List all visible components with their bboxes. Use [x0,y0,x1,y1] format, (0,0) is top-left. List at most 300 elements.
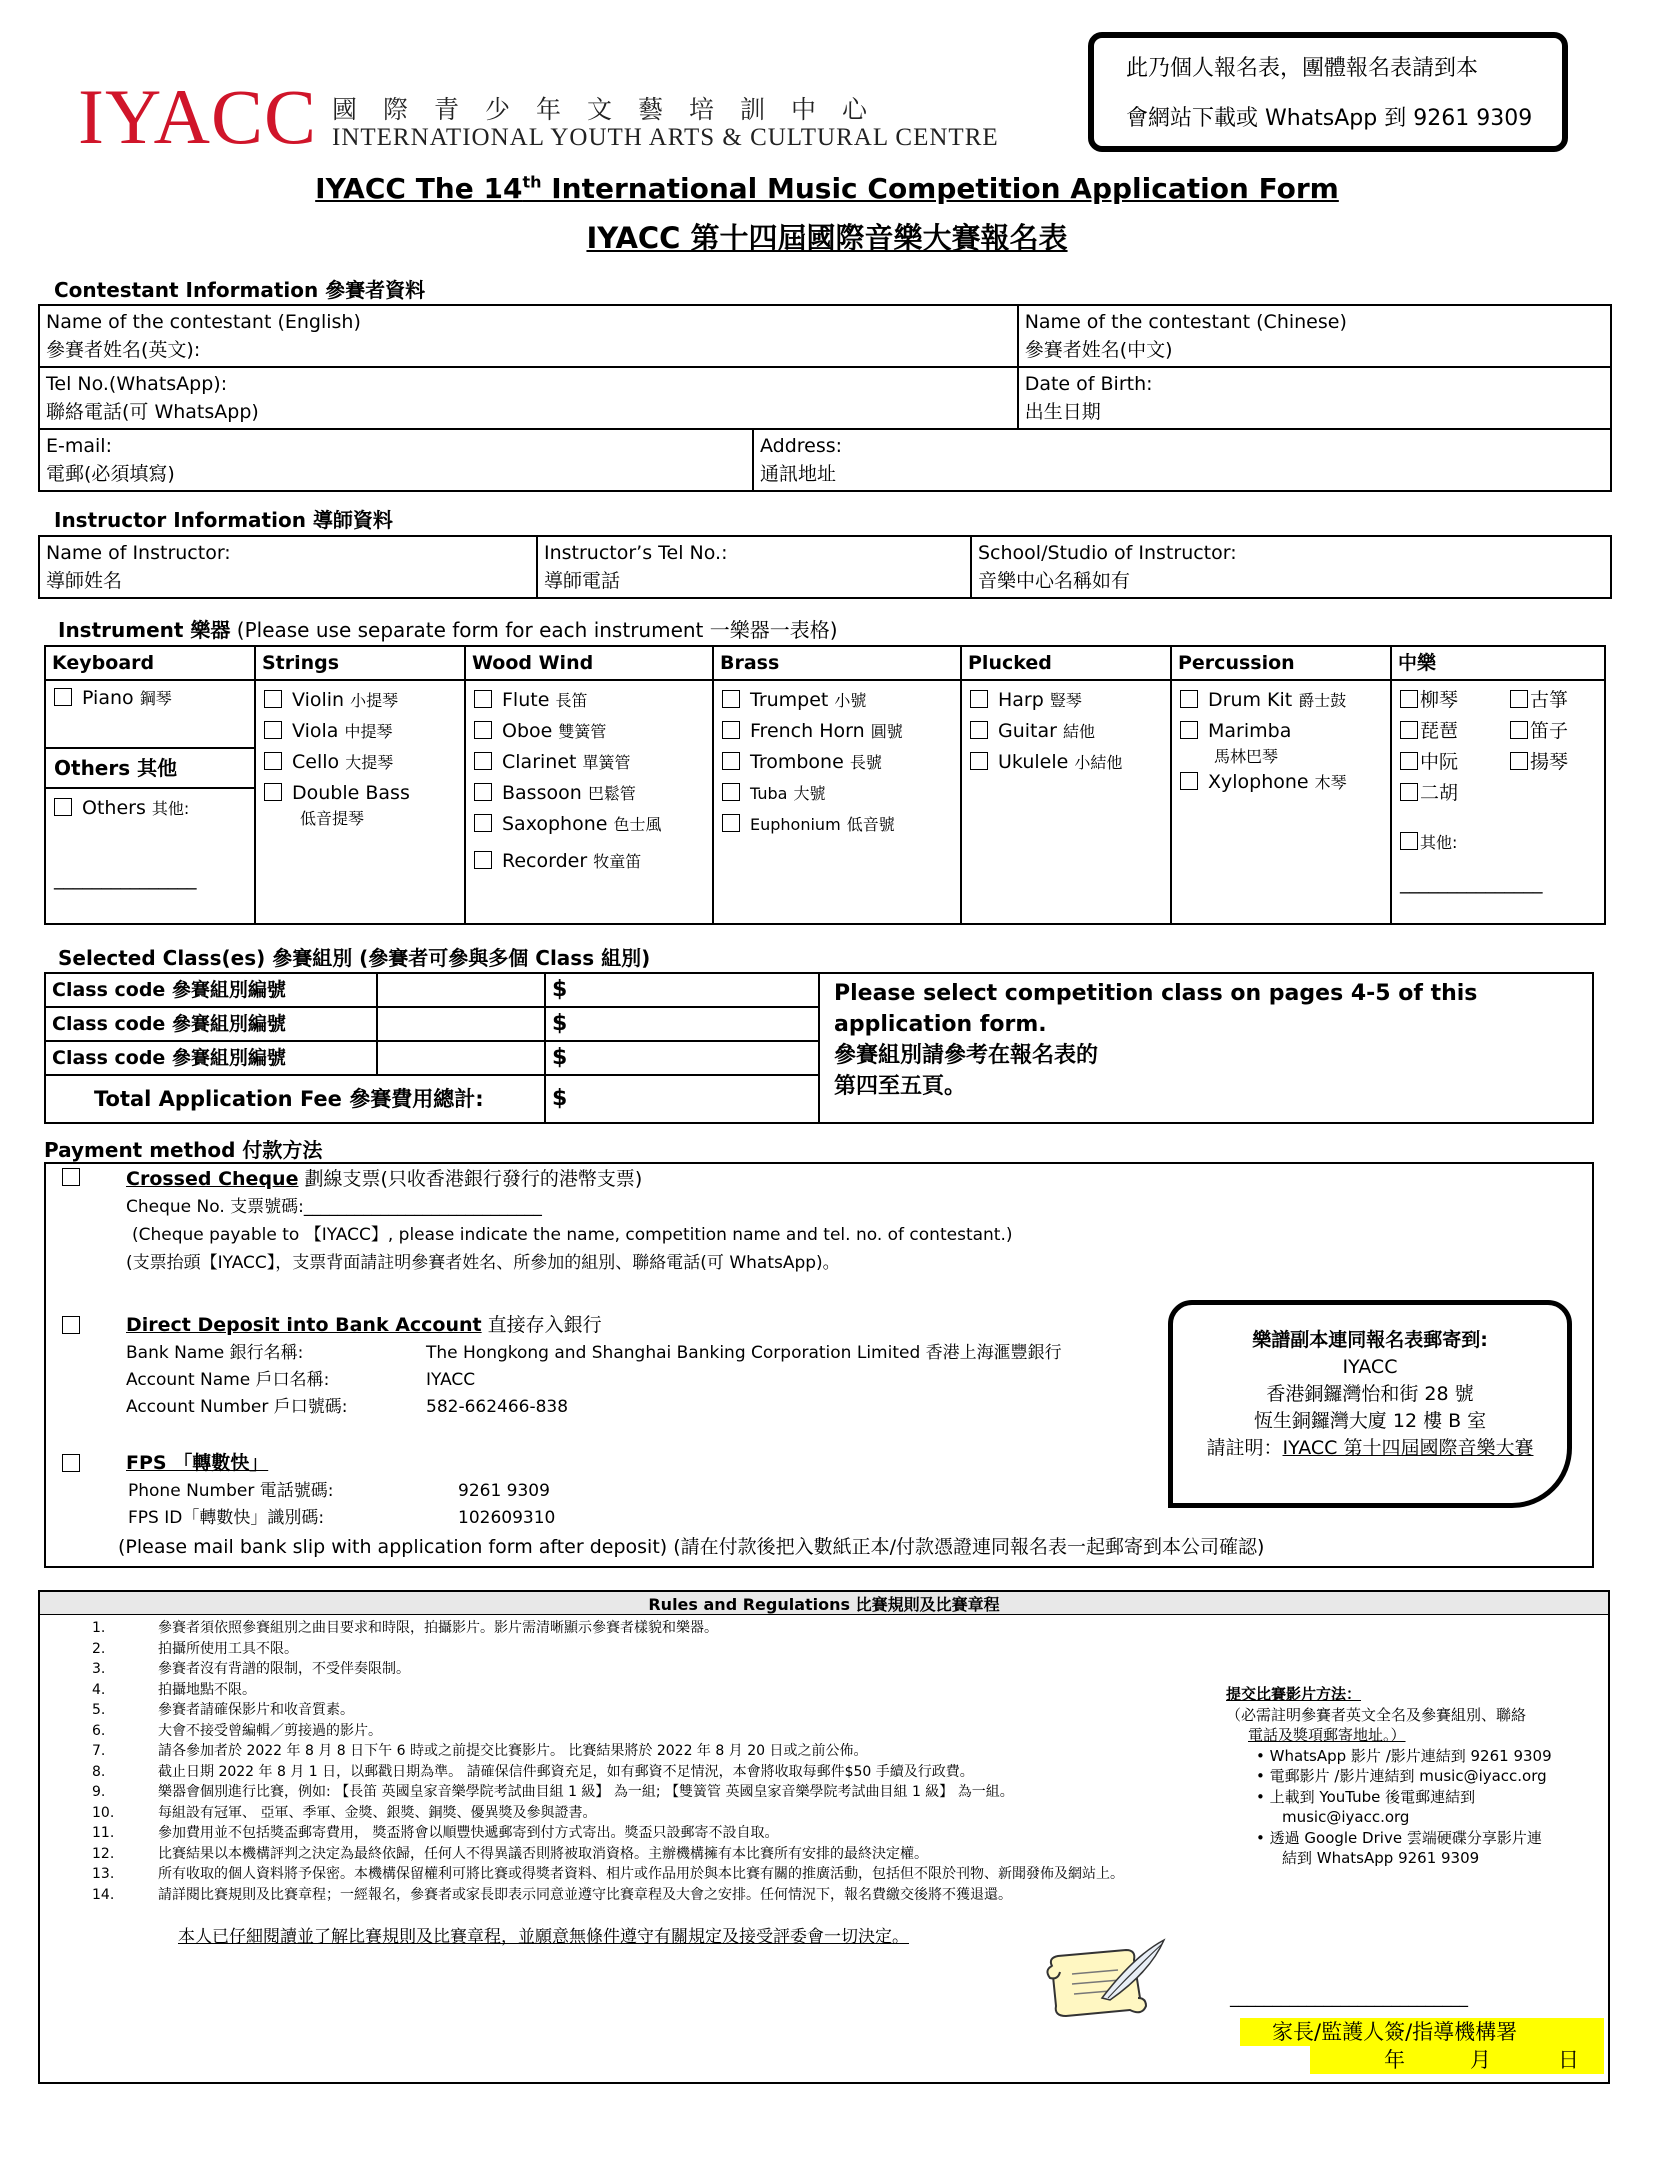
flute-label-cn: 長笛 [555,691,588,710]
date-day: 日 [1558,2048,1579,2072]
ukulele-label: Ukulele [998,751,1069,773]
chinese-row-3 [1400,747,1596,778]
cello-label-cn: 大提琴 [345,753,394,772]
xylophone-checkbox[interactable] [1180,772,1198,790]
saxophone-label-cn: 色士風 [613,815,662,834]
instrument-note: (Please use separate form for each instrument 一樂器一表格) [236,618,838,642]
guzheng-option[interactable] [1510,689,1568,711]
account-name-value: IYACC [426,1370,476,1390]
agreement-statement: 本人已仔細閱讀並了解比賽規則及比賽章程，並願意無條件遵守有關規定及接受評委會一切決定。 [178,1927,909,1947]
mailbox-line-4: 恆生銅鑼灣大廈 12 樓 B 室 [1253,1410,1487,1432]
rule-text: 截止日期 2022 年 8 月 1 日，以郵戳日期為準。 請確保信件郵資充足，如有郵資不足情況，本會將收取每郵件$50 手續及行政費。 [158,1763,974,1780]
oboe-label-cn: 雙簧管 [558,722,607,741]
instructor-name-label-cn: 導師姓名 [46,570,123,592]
brass-header: Brass [713,646,961,680]
account-no-label: Account Number 戶口號碼: [126,1397,348,1417]
tuba-label-cn: 大號 [793,784,826,803]
violin-option[interactable] [264,685,456,716]
contestant-email-field[interactable] [39,429,753,491]
piano-label: Piano [82,687,134,709]
contestant-heading: Contestant Information 參賽者資料 [54,278,426,302]
guitar-label: Guitar [998,720,1057,742]
yangqin-label: 揚琴 [1530,751,1569,773]
guzheng-label: 古箏 [1530,689,1569,711]
group-form-notice [1088,32,1568,152]
ukulele-label-cn: 小結他 [1074,753,1123,772]
oboe-option[interactable] [474,716,704,747]
class-fee-input-2[interactable] [545,1007,819,1041]
rule-text: 請各參加者於 2022 年 8 月 8 日下午 6 時或之前提交比賽影片。 比賽結果將於 2022 年 8 月 20 日或之前公佈。 [158,1743,868,1759]
rule-item [92,1618,1124,1639]
date-month: 月 [1470,2048,1491,2072]
liuqin-label: 柳琴 [1420,689,1459,711]
erhu-label: 二胡 [1420,782,1459,804]
trombone-checkbox[interactable] [722,752,740,770]
class-fee-input-3[interactable] [545,1041,819,1075]
dizi-checkbox[interactable] [1510,721,1528,739]
clarinet-checkbox[interactable] [474,752,492,770]
total-fee-label: Total Application Fee 參賽費用總計: [45,1075,545,1123]
violin-label-cn: 小提琴 [350,691,399,710]
logo-english-name: INTERNATIONAL YOUTH ARTS & CULTURAL CENTRE [332,124,999,151]
trumpet-option[interactable] [722,685,952,716]
account-name-label: Account Name 戶口名稱: [126,1370,330,1390]
form-title-en [0,172,1654,205]
cello-option[interactable] [264,747,456,778]
euphonium-label-cn: 低音號 [846,815,895,834]
strings-column [255,680,465,924]
submit-item-3: • 上載到 YouTube 後電郵連結到 [1256,1787,1476,1806]
classes-note [819,973,1593,1123]
logo-chinese-name: 國際青少年文藝培訓中心 [332,95,894,124]
deposit-title-row [126,1312,602,1338]
saxophone-label: Saxophone [502,813,608,835]
recorder-label: Recorder [502,850,588,872]
flute-option[interactable] [474,685,704,716]
form-title-cn: IYACC 第十四屆國際音樂大賽報名表 [586,221,1068,255]
rule-item [92,1823,1124,1844]
trombone-label-cn: 長號 [849,753,882,772]
name-en-label: Name of the contestant (English) [46,311,361,333]
contestant-dob-field[interactable] [1018,367,1611,429]
rule-item [92,1741,1124,1762]
rule-text: 拍攝所使用工具不限。 [158,1640,298,1657]
submit-item-3-text: 上載到 YouTube 後電郵連結到 [1269,1787,1476,1806]
violin-label: Violin [292,689,345,711]
contestant-name-cn-field[interactable] [1018,305,1611,367]
rules-list [92,1618,1124,1905]
bassoon-checkbox[interactable] [474,783,492,801]
mailbox-line-1: 樂譜副本連同報名表郵寄到: [1252,1329,1488,1351]
name-cn-label: Name of the contestant (Chinese) [1024,311,1347,333]
clarinet-label-cn: 單簧管 [582,753,631,772]
rule-number: 10. [92,1804,115,1821]
class-fee-input-1[interactable] [545,973,819,1007]
oboe-label: Oboe [502,720,553,742]
piano-option[interactable] [46,681,254,747]
rule-item [92,1762,1124,1783]
marimba-checkbox[interactable] [1180,721,1198,739]
rule-item [92,1803,1124,1824]
woodwind-header: Wood Wind [465,646,713,680]
instructor-school-field[interactable] [971,536,1611,598]
signature-line[interactable]: ____________________________ [1230,1988,1468,2008]
email-label-cn: 電郵(必須填寫) [46,463,175,485]
classes-note-en: Please select competition class on pages 4-5 of this application form. [834,981,1478,1037]
pipa-checkbox[interactable] [1400,721,1418,739]
cheque-no-label: Cheque No. 支票號碼: [126,1197,304,1217]
deposit-title: Direct Deposit into Bank Account [126,1314,482,1336]
submit-video-instructions [1226,1684,1552,1869]
keyboard-column [45,680,255,924]
contestant-table [38,304,1612,492]
mailbox-line-5-pre: 請註明： [1206,1437,1283,1459]
title-en-sup: th [522,172,542,192]
euphonium-checkbox[interactable] [722,814,740,832]
mailbox-line-3: 香港銅鑼灣怡和街 28 號 [1266,1383,1474,1405]
rules-header-bar [40,1592,1608,1615]
dob-label: Date of Birth: [1024,373,1153,395]
instructor-tel-field[interactable] [537,536,971,598]
title-en-pre: IYACC The 14 [315,172,523,205]
recorder-option[interactable] [474,846,704,877]
contestant-name-en-field[interactable] [39,305,1018,367]
class-code-label-2: Class code 參賽組別編號 [45,1007,377,1041]
plucked-header: Plucked [961,646,1171,680]
bassoon-option[interactable] [474,778,704,809]
xylophone-label: Xylophone [1208,771,1309,793]
class-fee-dollar-1: $ [552,977,568,1002]
submit-title: 提交比賽影片方法： [1226,1685,1362,1703]
piano-checkbox[interactable] [54,688,72,706]
euphonium-option[interactable] [722,809,952,840]
signature-date [1310,2046,1604,2074]
payment-heading: Payment method 付款方法 [44,1138,323,1162]
keyboard-others-header: Others 其他 [46,747,254,789]
submit-item-2-text: 電郵影片 /影片連結到 music@iyacc.org [1269,1767,1547,1785]
viola-option[interactable] [264,716,456,747]
marimba-label: Marimba [1208,720,1292,742]
class-fee-dollar-2: $ [552,1011,568,1036]
rule-number: 9. [92,1784,106,1800]
rule-item [92,1680,1124,1701]
deposit-title-cn: 直接存入銀行 [487,1314,602,1336]
guzheng-checkbox[interactable] [1510,690,1528,708]
rule-item [92,1844,1124,1865]
bassoon-label-cn: 巴鬆管 [587,784,636,803]
submit-item-4-text: 透過 Google Drive 雲端硬碟分享影片連 [1269,1828,1542,1847]
zhongruan-option[interactable] [1400,747,1510,778]
submit-item-4: • 透過 Google Drive 雲端硬碟分享影片連 [1256,1828,1542,1847]
double-bass-label: Double Bass [292,782,410,804]
tuba-checkbox[interactable] [722,783,740,801]
flute-checkbox[interactable] [474,690,492,708]
liuqin-option[interactable] [1400,685,1510,716]
clarinet-label: Clarinet [502,751,577,773]
rule-text: 請詳閱比賽規則及比賽章程；一經報名，參賽者或家長即表示同意並遵守比賽章程及大會之安排。任何情況下，報名費繳交後將不獲退還。 [158,1886,1012,1903]
viola-label: Viola [292,720,339,742]
date-year: 年 [1384,2048,1405,2072]
plucked-column [961,680,1171,924]
title-en-post: International Music Competition Application Form [541,172,1339,205]
tuba-option[interactable] [722,778,952,809]
french-horn-option[interactable] [722,716,952,747]
submit-item-1-text: WhatsApp 影片 /影片連結到 9261 9309 [1269,1746,1552,1765]
rule-number: 7. [92,1743,106,1759]
chinese-column [1391,680,1605,924]
french-horn-checkbox[interactable] [722,721,740,739]
classes-table [44,972,1594,1124]
mailbox-line-5 [1173,1435,1567,1462]
scroll-quill-icon [1038,1936,1170,2022]
piano-label-cn: 鋼琴 [139,689,172,708]
fps-phone-label: Phone Number 電話號碼: [128,1481,334,1501]
rule-text: 大會不接受曾編輯／剪接過的影片。 [158,1722,382,1739]
cello-checkbox[interactable] [264,752,282,770]
rule-text: 所有收取的個人資料將予保密。本機構保留權利可將比賽或得獎者資料、相片或作品用於與本比賽有關的推廣活動，包括但不限於刊物、新聞發佈及網站上。 [158,1866,1124,1882]
bank-name-label: Bank Name 銀行名稱: [126,1343,304,1363]
fps-phone-value: 9261 9309 [458,1481,550,1501]
rule-number: 6. [92,1722,106,1739]
rule-number: 1. [92,1620,106,1636]
submit-item-1: • WhatsApp 影片 /影片連結到 9261 9309 [1256,1746,1552,1765]
deposit-checkbox[interactable] [62,1316,90,1336]
chinese-others-label: 其他: [1420,833,1458,852]
pipa-option[interactable] [1400,716,1510,747]
rule-number: 3. [92,1661,106,1677]
rule-item [92,1721,1124,1742]
drum-kit-checkbox[interactable] [1180,690,1198,708]
zhongruan-checkbox[interactable] [1400,752,1418,770]
instructor-name-field[interactable] [39,536,537,598]
contestant-address-field[interactable] [753,429,1611,491]
address-label-cn: 通訊地址 [760,463,837,485]
french-horn-label-cn: 圓號 [870,722,903,741]
submit-item-3-cont: music@iyacc.org [1282,1808,1410,1826]
class-code-input-2[interactable] [377,1007,545,1041]
instrument-heading: Instrument 樂器 [58,618,231,642]
bank-name-value: The Hongkong and Shanghai Banking Corporation Limited 香港上海滙豐銀行 [426,1343,1062,1363]
double-bass-checkbox[interactable] [264,783,282,801]
fps-checkbox[interactable] [62,1454,90,1474]
instructor-heading: Instructor Information 導師資料 [54,508,393,532]
cheque-checkbox[interactable] [62,1168,90,1188]
rule-text: 拍攝地點不限。 [158,1681,256,1698]
rule-text: 參賽者須依照參賽組別之曲目要求和時限，拍攝影片。影片需清晰顯示參賽者樣貌和樂器。 [158,1620,718,1636]
fps-title: FPS 「轉數快」 [126,1452,269,1474]
erhu-checkbox[interactable] [1400,783,1418,801]
yangqin-checkbox[interactable] [1510,752,1528,770]
erhu-option[interactable] [1400,778,1596,809]
chinese-row-2 [1400,716,1596,747]
zhongruan-label: 中阮 [1420,751,1459,773]
cello-label: Cello [292,751,340,773]
violin-checkbox[interactable] [264,690,282,708]
trumpet-label-cn: 小號 [834,691,867,710]
rule-item [92,1864,1124,1885]
classes-note-cn2: 第四至五頁。 [834,1074,967,1099]
rule-text: 參加費用並不包括獎盃郵寄費用， 獎盃將會以順豐快遞郵寄到付方式寄出。獎盃只設郵寄不設自取。 [158,1825,779,1841]
class-code-label-1: Class code 參賽組別編號 [45,973,377,1007]
double-bass-label-cn: 低音提琴 [300,809,365,828]
classes-note-cn1: 參賽組別請參考在報名表的 [834,1043,1099,1068]
mail-bank-slip-note: (Please mail bank slip with application form after deposit) (請在付款後把入數紙正本/付款憑證連同報名表一起郵寄到本公司確認) [118,1536,1265,1558]
class-fee-dollar-3: $ [552,1045,568,1070]
harp-option[interactable] [970,685,1162,716]
logo-iyacc: IYACC [78,73,318,160]
recorder-label-cn: 牧童笛 [593,852,642,871]
cheque-no-line[interactable]: ____________________________ [303,1197,542,1217]
saxophone-option[interactable] [474,809,704,840]
rule-number: 4. [92,1681,106,1698]
trombone-option[interactable] [722,747,952,778]
signature-label: 家長/監護人簽/指導機構署 [1240,2018,1604,2046]
rule-text: 參賽者沒有背譜的限制，不受伴奏限制。 [158,1661,410,1677]
drum-kit-option[interactable] [1180,685,1382,716]
rule-item [92,1885,1124,1906]
rule-number: 11. [92,1825,115,1841]
rule-number: 13. [92,1866,115,1882]
email-label: E-mail: [46,435,112,457]
chinese-row-1 [1400,685,1596,716]
chinese-others-line[interactable]: _______________ [1400,872,1543,894]
rule-number: 12. [92,1845,115,1862]
rule-item [92,1659,1124,1680]
submit-item-2: • 電郵影片 /影片連結到 music@iyacc.org [1256,1767,1547,1785]
french-horn-label: French Horn [750,720,865,742]
keyboard-others-checkbox[interactable] [54,798,72,816]
clarinet-option[interactable] [474,747,704,778]
keyboard-header: Keyboard [45,646,255,680]
rule-text: 每組設有冠軍、 亞軍、季軍、金獎、銀獎、銅獎、優異獎及參與證書。 [158,1804,597,1821]
submit-note-2: 電話及獎項郵寄地址。） [1248,1726,1406,1744]
percussion-column [1171,680,1391,924]
keyboard-others-label-cn: 其他: [151,799,190,818]
mailing-address-box [1168,1300,1572,1508]
pipa-label: 琵琶 [1420,720,1459,742]
yangqin-option[interactable] [1510,751,1568,773]
instrument-table [44,645,1606,925]
strings-header: Strings [255,646,465,680]
submit-note-1: （必需註明參賽者英文全名及參賽組別、聯絡 [1226,1705,1527,1724]
ukulele-checkbox[interactable] [970,752,988,770]
recorder-checkbox[interactable] [474,851,492,869]
dizi-option[interactable] [1510,720,1568,742]
keyboard-others-label: Others [82,797,146,819]
xylophone-option[interactable] [1180,767,1382,798]
guitar-label-cn: 結他 [1063,722,1096,741]
cheque-note-cn: (支票抬頭【IYACC】，支票背面請註明參賽者姓名、所參加的組別、聯絡電話(可 WhatsApp)。 [126,1253,840,1273]
fps-id-label: FPS ID「轉數快」識別碼: [128,1508,325,1528]
chinese-header: 中樂 [1391,646,1605,680]
viola-checkbox[interactable] [264,721,282,739]
marimba-label-cn: 馬林巴琴 [1214,747,1279,766]
account-no-value: 582-662466-838 [426,1397,569,1417]
cheque-title-cn: 劃線支票(只收香港銀行發行的港幣支票) [304,1168,643,1190]
trombone-label: Trombone [750,751,844,773]
liuqin-checkbox[interactable] [1400,690,1418,708]
class-code-input-1[interactable] [377,973,545,1007]
xylophone-label-cn: 木琴 [1314,773,1347,792]
cheque-no-row [126,1194,542,1220]
mailbox-line-5-text: IYACC 第十四屆國際音樂大賽 [1282,1437,1534,1459]
keyboard-others-line[interactable]: _______________ [54,868,197,890]
trumpet-checkbox[interactable] [722,690,740,708]
rule-text: 參賽者請確保影片和收音質素。 [158,1702,354,1718]
total-fee-input[interactable] [545,1075,819,1123]
rules-heading: Rules and Regulations 比賽規則及比賽章程 [648,1595,1000,1614]
harp-label: Harp [998,689,1044,711]
drum-kit-label: Drum Kit [1208,689,1293,711]
rule-number: 8. [92,1763,106,1780]
notice-line-1: 此乃個人報名表，團體報名表請到本 [1126,56,1479,81]
marimba-option[interactable] [1180,716,1382,747]
rule-number: 2. [92,1640,106,1657]
rule-item [92,1782,1124,1803]
double-bass-option[interactable] [264,778,456,809]
address-label: Address: [760,435,843,457]
tel-label: Tel No.(WhatsApp): [46,373,228,395]
notice-line-2: 會網站下載或 WhatsApp 到 9261 9309 [1126,106,1533,131]
rule-text: 樂器會個別進行比賽，例如: 【長笛 英國皇家音樂學院考試曲目組 1 級】 為一組; 【雙簧管 英國皇家音樂學院考試曲目組 1 級】 為一組。 [158,1784,1014,1800]
rule-item [92,1639,1124,1660]
cheque-title: Crossed Cheque [126,1168,299,1190]
instructor-tel-label: Instructor’s Tel No.: [544,542,728,564]
percussion-header: Percussion [1171,646,1391,680]
rule-number: 5. [92,1702,106,1718]
oboe-checkbox[interactable] [474,721,492,739]
rule-text: 比賽結果以本機構評判之決定為最終依歸，任何人不得異議否則將被取消資格。主辦機構擁有本比賽所有安排的最終決定權。 [158,1845,928,1862]
drum-kit-label-cn: 爵士鼓 [1298,691,1347,710]
harp-checkbox[interactable] [970,690,988,708]
instrument-heading-row [58,614,838,643]
tel-label-cn: 聯絡電話(可 WhatsApp) [46,401,259,423]
ukulele-option[interactable] [970,747,1162,778]
instructor-school-label: School/Studio of Instructor: [978,542,1237,564]
name-en-label-cn: 參賽者姓名(英文): [46,339,201,361]
cheque-note: (Cheque payable to 【IYACC】, please indicate the name, competition name and tel. no. of contestant.) [132,1225,1013,1245]
dizi-label: 笛子 [1530,720,1569,742]
class-code-input-3[interactable] [377,1041,545,1075]
total-fee-dollar: $ [552,1086,568,1111]
instructor-school-label-cn: 音樂中心名稱如有 [978,570,1131,592]
viola-label-cn: 中提琴 [344,722,393,741]
trumpet-label: Trumpet [750,689,829,711]
fps-id-value: 102609310 [458,1508,556,1528]
euphonium-label: Euphonium [750,815,841,834]
guitar-option[interactable] [970,716,1162,747]
guitar-checkbox[interactable] [970,721,988,739]
flute-label: Flute [502,689,550,711]
rule-number: 14. [92,1886,115,1903]
saxophone-checkbox[interactable] [474,814,492,832]
instructor-tel-label-cn: 導師電話 [544,570,621,592]
keyboard-others-option[interactable] [46,789,254,899]
tuba-label: Tuba [750,784,788,803]
class-code-label-3: Class code 參賽組別編號 [45,1041,377,1075]
submit-item-4-cont: 結到 WhatsApp 9261 9309 [1282,1849,1480,1867]
chinese-others-option[interactable] [1400,827,1596,858]
classes-heading: Selected Class(es) 參賽組別 (參賽者可參與多個 Class 組別) [58,946,651,970]
chinese-others-checkbox[interactable] [1400,832,1418,850]
contestant-tel-field[interactable] [39,367,1018,429]
bassoon-label: Bassoon [502,782,582,804]
instructor-name-label: Name of Instructor: [46,542,231,564]
cheque-title-row [126,1166,642,1192]
name-cn-label-cn: 參賽者姓名(中文) [1024,339,1173,361]
woodwind-column [465,680,713,924]
mailbox-line-2: IYACC [1342,1356,1398,1378]
